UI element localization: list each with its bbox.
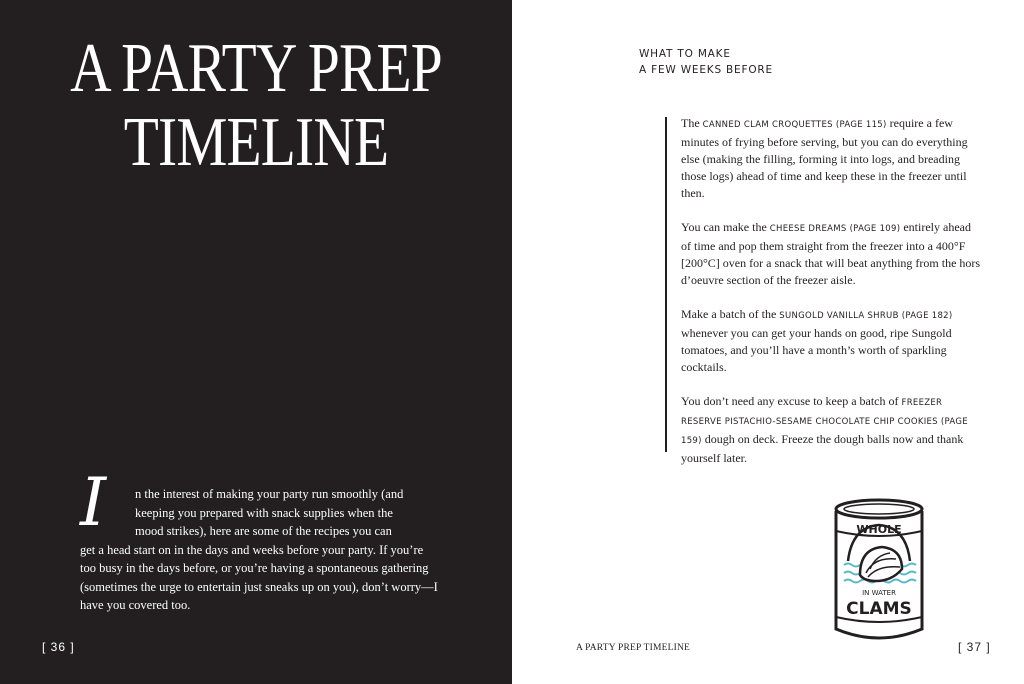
entry-clam-croquettes: [681, 115, 981, 202]
page-title: [46, 32, 466, 180]
entry-sungold-shrub: [681, 306, 981, 376]
intro-paragraph: [80, 485, 440, 615]
entry-text: You can make the: [681, 220, 770, 234]
running-head: A PARTY PREP TIMELINE: [576, 643, 691, 653]
entry-cheese-dreams: [681, 219, 981, 289]
can-label-bottom: CLAMS: [846, 599, 912, 619]
recipe-reference: CHEESE DREAMS (PAGE 109): [769, 224, 901, 234]
right-page: [512, 0, 1024, 684]
entry-text: require a few minutes of frying before serving, but you can do everything else (making the filling, forming it into logs, and breading those logs) ahead of time and keep these in the freezer until then.: [681, 116, 968, 200]
entry-text: entirely ahead of time and pop them straight from the freezer into a 400°F [200°C] oven for a snack that will beat anything from the hors d’oeuvre section of the freezer aisle.: [681, 220, 981, 287]
recipe-reference: FREEZER RESERVE PISTACHIO-SESAME CHOCOLATE CHIP COOKIES (PAGE 159): [681, 398, 968, 446]
can-label-middle: IN WATER: [862, 589, 896, 597]
vertical-rule: [665, 117, 667, 452]
entry-text: dough on deck. Freeze the dough balls now and thank yourself later.: [681, 432, 964, 465]
title-line-1: A PARTY PREP: [70, 30, 442, 107]
entry-text: The: [681, 116, 703, 130]
can-label-top: WHOLE: [856, 523, 902, 536]
intro-line-2: keeping you prepared with snack supplies when the: [135, 505, 393, 520]
section-heading: [639, 46, 773, 78]
clam-can-illustration: [830, 497, 928, 645]
recipe-reference: CANNED CLAM CROQUETTES (PAGE 115): [702, 120, 887, 130]
intro-line-3: mood strikes), here are some of the recipes you can: [135, 524, 392, 538]
entry-text: whenever you can get your hands on good, ripe Sungold tomatoes, and you’ll have a month’s worth of sparkling cocktails.: [681, 326, 952, 374]
section-heading-line-2: A FEW WEEKS BEFORE: [639, 64, 773, 76]
intro-rest: get a head start on in the days and weeks before your party. If you’re too busy in the days before, or you’re having a spontaneous gathering (sometimes the urge to entertain just sneaks up on you), don’t worry—I have you covered too.: [80, 542, 438, 612]
entry-freezer-cookies: [681, 393, 981, 467]
entry-text: You don’t need any excuse to keep a batch of: [681, 394, 902, 408]
entry-text: Make a batch of the: [681, 307, 780, 321]
page-number-right: [ 37 ]: [958, 640, 991, 654]
recipe-entries: [681, 115, 981, 484]
recipe-reference: SUNGOLD VANILLA SHRUB (PAGE 182): [779, 311, 953, 321]
section-heading-line-1: WHAT TO MAKE: [639, 48, 731, 60]
page-number-left: [ 36 ]: [42, 640, 75, 654]
drop-cap: I: [80, 464, 107, 541]
title-line-2: TIMELINE: [123, 104, 389, 181]
intro-line-1: n the interest of making your party run smoothly (and: [135, 487, 404, 501]
